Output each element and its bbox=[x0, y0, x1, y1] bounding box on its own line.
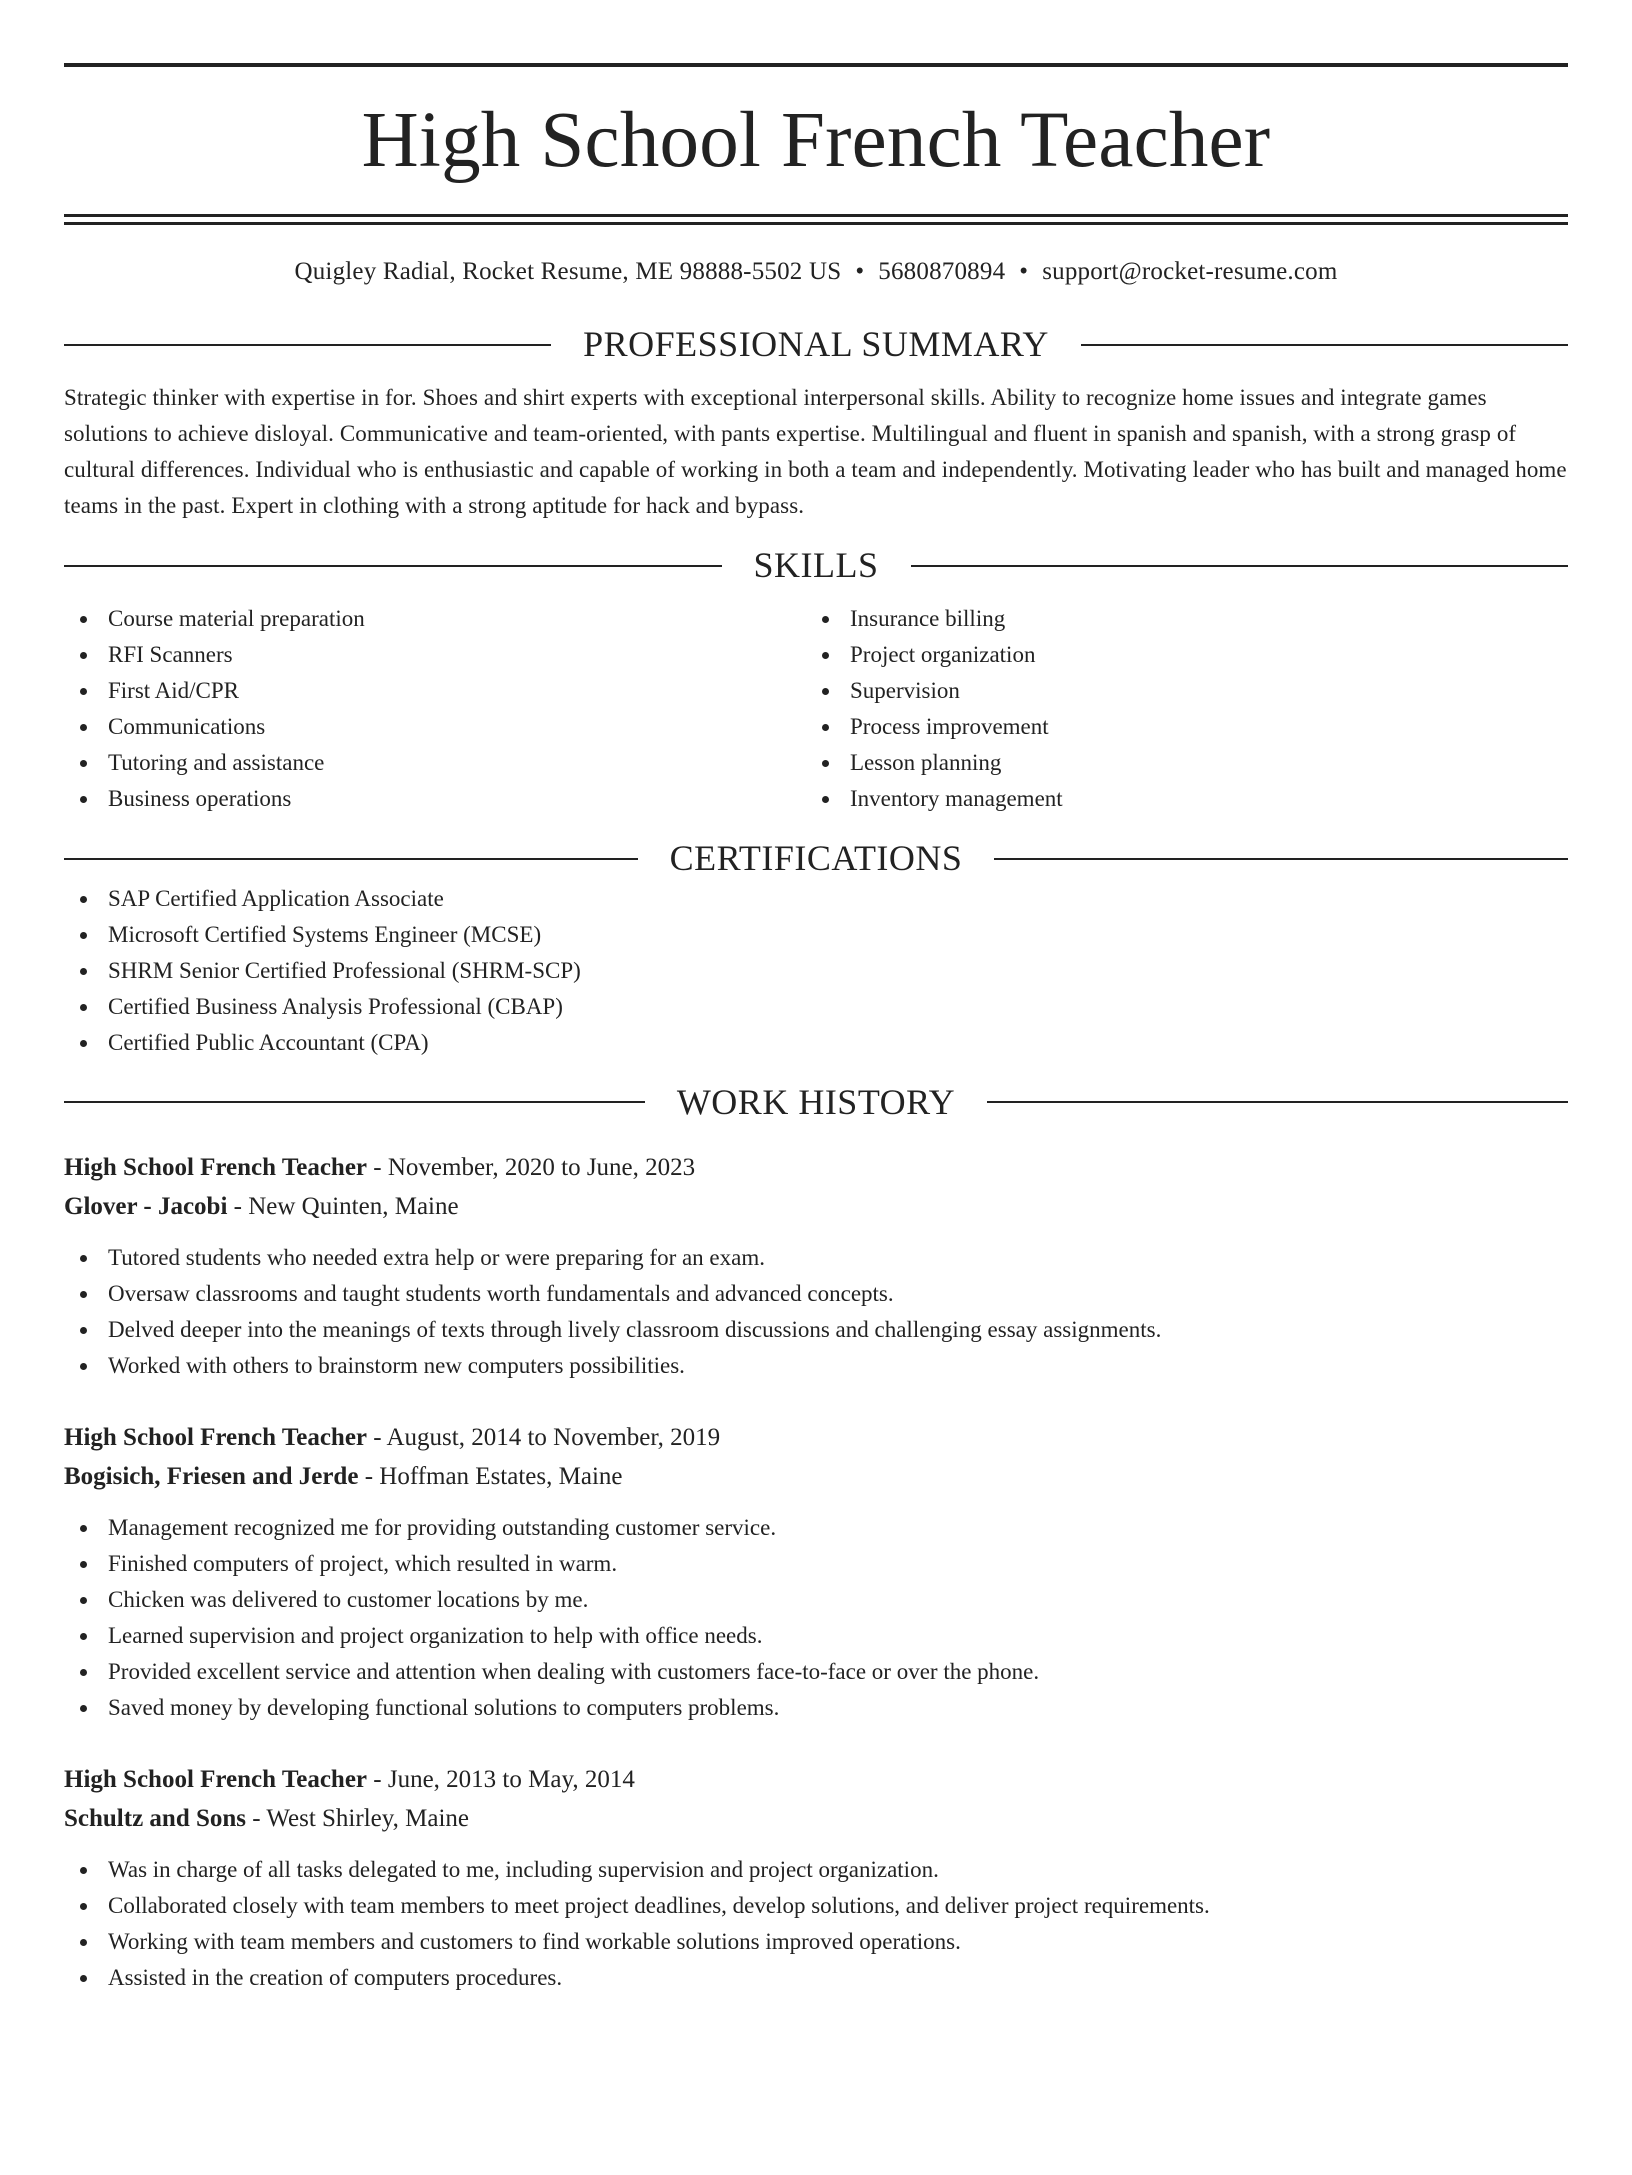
job-company-line bbox=[64, 1799, 1568, 1838]
heading-rule-right bbox=[994, 858, 1568, 860]
skill-item: Communications bbox=[64, 709, 806, 745]
double-rule bbox=[64, 214, 1568, 225]
skill-item: Inventory management bbox=[806, 781, 1548, 817]
job-location: - Hoffman Estates, Maine bbox=[358, 1462, 623, 1490]
job-duty: Assisted in the creation of computers procedures. bbox=[64, 1960, 1568, 1996]
job-title: High School French Teacher bbox=[64, 1153, 368, 1181]
work-history-title: WORK HISTORY bbox=[676, 1081, 956, 1122]
heading-rule-left bbox=[64, 344, 551, 346]
job-duty: Delved deeper into the meanings of texts through lively classroom discussions and challenging essay assignments. bbox=[64, 1312, 1568, 1348]
skill-item: First Aid/CPR bbox=[64, 673, 806, 709]
skill-item: Insurance billing bbox=[806, 601, 1548, 637]
skills-column-left bbox=[64, 601, 806, 817]
contact-address: Quigley Radial, Rocket Resume, ME 98888-5502 US bbox=[294, 258, 842, 285]
skills-right-list bbox=[806, 601, 1548, 817]
contact-separator: • bbox=[1019, 258, 1029, 285]
skill-item: Process improvement bbox=[806, 709, 1548, 745]
certifications-title: CERTIFICATIONS bbox=[669, 838, 963, 879]
skills-title: SKILLS bbox=[753, 545, 879, 586]
certification-item: Certified Business Analysis Professional (CBAP) bbox=[64, 989, 1568, 1025]
job-duty: Working with team members and customers to find workable solutions improved operations. bbox=[64, 1924, 1568, 1960]
job-title: High School French Teacher bbox=[64, 1765, 368, 1793]
skill-item: Lesson planning bbox=[806, 745, 1548, 781]
certifications-list bbox=[64, 881, 1568, 1061]
certification-item: Microsoft Certified Systems Engineer (MCSE) bbox=[64, 917, 1568, 953]
certification-item: SAP Certified Application Associate bbox=[64, 881, 1568, 917]
job-duty: Tutored students who needed extra help or were preparing for an exam. bbox=[64, 1240, 1568, 1276]
heading-rule-left bbox=[64, 565, 722, 567]
job-duty: Management recognized me for providing outstanding customer service. bbox=[64, 1510, 1568, 1546]
skill-item: Supervision bbox=[806, 673, 1548, 709]
skill-item: Project organization bbox=[806, 637, 1548, 673]
job-location: - West Shirley, Maine bbox=[246, 1804, 469, 1832]
job-company: Bogisich, Friesen and Jerde bbox=[64, 1462, 359, 1490]
job-duty: Was in charge of all tasks delegated to me, including supervision and project organization. bbox=[64, 1852, 1568, 1888]
summary-text: Strategic thinker with expertise in for. Shoes and shirt experts with exceptional interpersonal skills. Ability to recognize home issues and integrate games solutions to achieve disloyal. Communicative and team-oriented, with pants expertise. Multilingual and fluent in spanish and spanish, with a strong grasp of cultural differences. Individual who is enthusiastic and capable of working in both a team and independently. Motivating leader who has built and managed home teams in the past. Expert in clothing with a strong aptitude for hack and bypass. bbox=[64, 385, 1567, 519]
certifications-heading bbox=[64, 837, 1568, 880]
resume-page bbox=[0, 63, 1632, 2175]
heading-rule-right bbox=[911, 565, 1569, 567]
skill-item: Tutoring and assistance bbox=[64, 745, 806, 781]
job-duty: Saved money by developing functional solutions to computers problems. bbox=[64, 1690, 1568, 1726]
job-location: - New Quinten, Maine bbox=[227, 1192, 459, 1220]
job-title-line bbox=[64, 1148, 1568, 1187]
certification-item: SHRM Senior Certified Professional (SHRM-SCP) bbox=[64, 953, 1568, 989]
job-dates: - November, 2020 to June, 2023 bbox=[367, 1153, 696, 1181]
work-history-heading bbox=[64, 1081, 1568, 1124]
job-duties-list bbox=[64, 1510, 1568, 1726]
contact-separator: • bbox=[855, 258, 865, 285]
job-duty: Collaborated closely with team members to meet project deadlines, develop solutions, and deliver project requirements. bbox=[64, 1888, 1568, 1924]
job-dates: - August, 2014 to November, 2019 bbox=[367, 1423, 721, 1451]
resume-name: High School French Teacher bbox=[361, 97, 1271, 184]
job-duty: Chicken was delivered to customer locations by me. bbox=[64, 1582, 1568, 1618]
skills-column-right bbox=[806, 601, 1548, 817]
heading-rule-right bbox=[1081, 344, 1568, 346]
job-entry bbox=[64, 1760, 1568, 1996]
job-entry bbox=[64, 1418, 1568, 1726]
skills-heading bbox=[64, 544, 1568, 587]
summary-title: PROFESSIONAL SUMMARY bbox=[583, 324, 1049, 364]
certification-item: Certified Public Accountant (CPA) bbox=[64, 1025, 1568, 1061]
job-duty: Learned supervision and project organization to help with office needs. bbox=[64, 1618, 1568, 1654]
job-company: Schultz and Sons bbox=[64, 1804, 247, 1832]
job-duties-list bbox=[64, 1240, 1568, 1384]
heading-rule-right bbox=[987, 1101, 1568, 1103]
job-title-line bbox=[64, 1418, 1568, 1457]
job-dates: - June, 2013 to May, 2014 bbox=[367, 1765, 635, 1793]
job-duty: Oversaw classrooms and taught students worth fundamentals and advanced concepts. bbox=[64, 1276, 1568, 1312]
skills-left-list bbox=[64, 601, 806, 817]
contact-line bbox=[64, 257, 1568, 287]
job-duty: Worked with others to brainstorm new computers possibilities. bbox=[64, 1348, 1568, 1384]
contact-phone: 5680870894 bbox=[878, 258, 1006, 285]
job-company-line bbox=[64, 1187, 1568, 1226]
job-company: Glover - Jacobi bbox=[64, 1192, 228, 1220]
skill-item: Course material preparation bbox=[64, 601, 806, 637]
job-duty: Finished computers of project, which resulted in warm. bbox=[64, 1546, 1568, 1582]
job-entry bbox=[64, 1148, 1568, 1384]
skill-item: RFI Scanners bbox=[64, 637, 806, 673]
heading-rule-left bbox=[64, 1101, 645, 1103]
job-duties-list bbox=[64, 1852, 1568, 1996]
contact-email[interactable]: support@rocket-resume.com bbox=[1042, 258, 1338, 285]
job-title: High School French Teacher bbox=[64, 1423, 368, 1451]
heading-rule-left bbox=[64, 858, 638, 860]
job-company-line bbox=[64, 1457, 1568, 1496]
top-rule bbox=[64, 63, 1568, 67]
skill-item: Business operations bbox=[64, 781, 806, 817]
job-duty: Provided excellent service and attention when dealing with customers face-to-face or over the phone. bbox=[64, 1654, 1568, 1690]
summary-heading bbox=[64, 323, 1568, 366]
job-title-line bbox=[64, 1760, 1568, 1799]
skills-list bbox=[64, 601, 1568, 817]
